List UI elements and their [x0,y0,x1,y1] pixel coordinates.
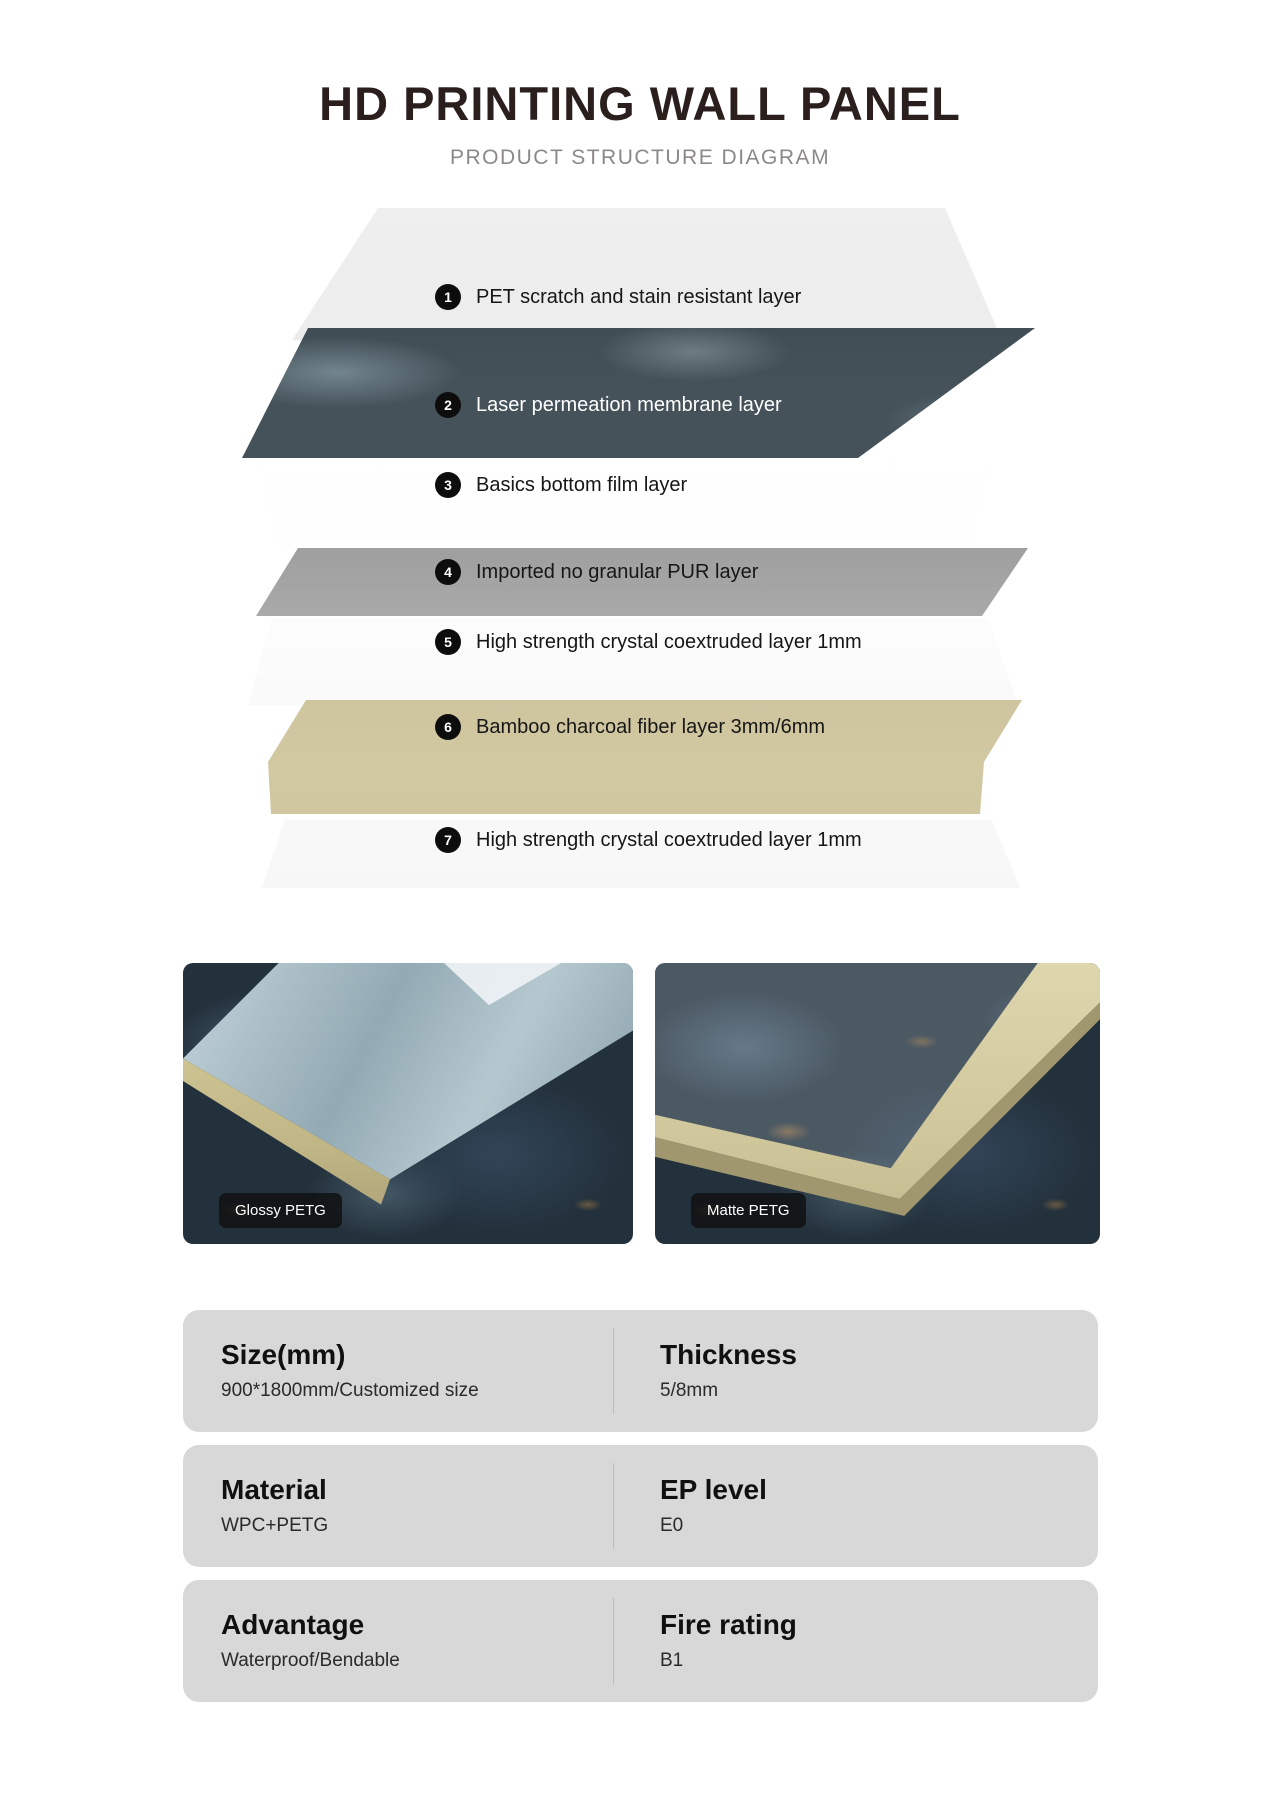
spec-name: Advantage [221,1609,365,1641]
sample-photo-glossy [183,963,633,1244]
spec-name: Size(mm) [221,1339,346,1371]
structure-diagram [240,200,1050,890]
sample-photo-matte [655,963,1100,1244]
page-subtitle: PRODUCT STRUCTURE DIAGRAM [449,146,831,169]
spec-thickness [614,1340,1098,1402]
layer-number-badge: 7 [435,827,461,853]
spec-ep-level [614,1475,1098,1537]
spec-value: 5/8mm [660,1379,719,1401]
spec-size [183,1340,613,1402]
layer-label-text: Basics bottom film layer [476,473,688,496]
spec-value: B1 [660,1649,684,1671]
spec-fire-rating [614,1610,1098,1672]
layer-number-badge: 3 [435,472,461,498]
spec-card-size-thickness [183,1310,1098,1432]
layer-label-7 [435,826,862,854]
sample-label-matte: Matte PETG [691,1193,806,1228]
spec-value: E0 [660,1514,684,1536]
layer-number-badge: 6 [435,714,461,740]
spec-value: WPC+PETG [221,1514,329,1536]
layer-number-badge: 4 [435,559,461,585]
layer-label-text: Bamboo charcoal fiber layer 3mm/6mm [476,715,826,738]
spec-card-material-ep [183,1445,1098,1567]
layer-label-text: High strength crystal coextruded layer 1mm [476,630,862,653]
spec-value: Waterproof/Bendable [221,1649,400,1671]
sample-photos [183,963,1100,1244]
layer-label-text: Imported no granular PUR layer [476,560,759,583]
layer-number-badge: 2 [435,392,461,418]
layer-label-5 [435,628,862,656]
layer-label-text: High strength crystal coextruded layer 1mm [476,828,862,851]
layer-label-1 [435,283,801,311]
spec-material [183,1475,613,1537]
spec-cards [183,1310,1098,1715]
layer-label-6 [435,713,825,741]
layer-label-text: PET scratch and stain resistant layer [476,285,802,308]
layer-label-text: Laser permeation membrane layer [476,393,782,416]
spec-name: Thickness [660,1339,797,1371]
layer-label-3 [435,471,687,499]
spec-name: Fire rating [660,1609,797,1641]
layer-label-2 [435,391,782,419]
spec-advantage [183,1610,613,1672]
sample-label-glossy: Glossy PETG [219,1193,342,1228]
layer-number-badge: 5 [435,629,461,655]
page-title: HD PRINTING WALL PANEL [319,77,961,130]
spec-card-advantage-fire [183,1580,1098,1702]
layer-number-badge: 1 [435,284,461,310]
spec-name: EP level [660,1474,767,1506]
spec-name: Material [221,1474,327,1506]
spec-value: 900*1800mm/Customized size [221,1379,479,1401]
layer-label-4 [435,558,758,586]
